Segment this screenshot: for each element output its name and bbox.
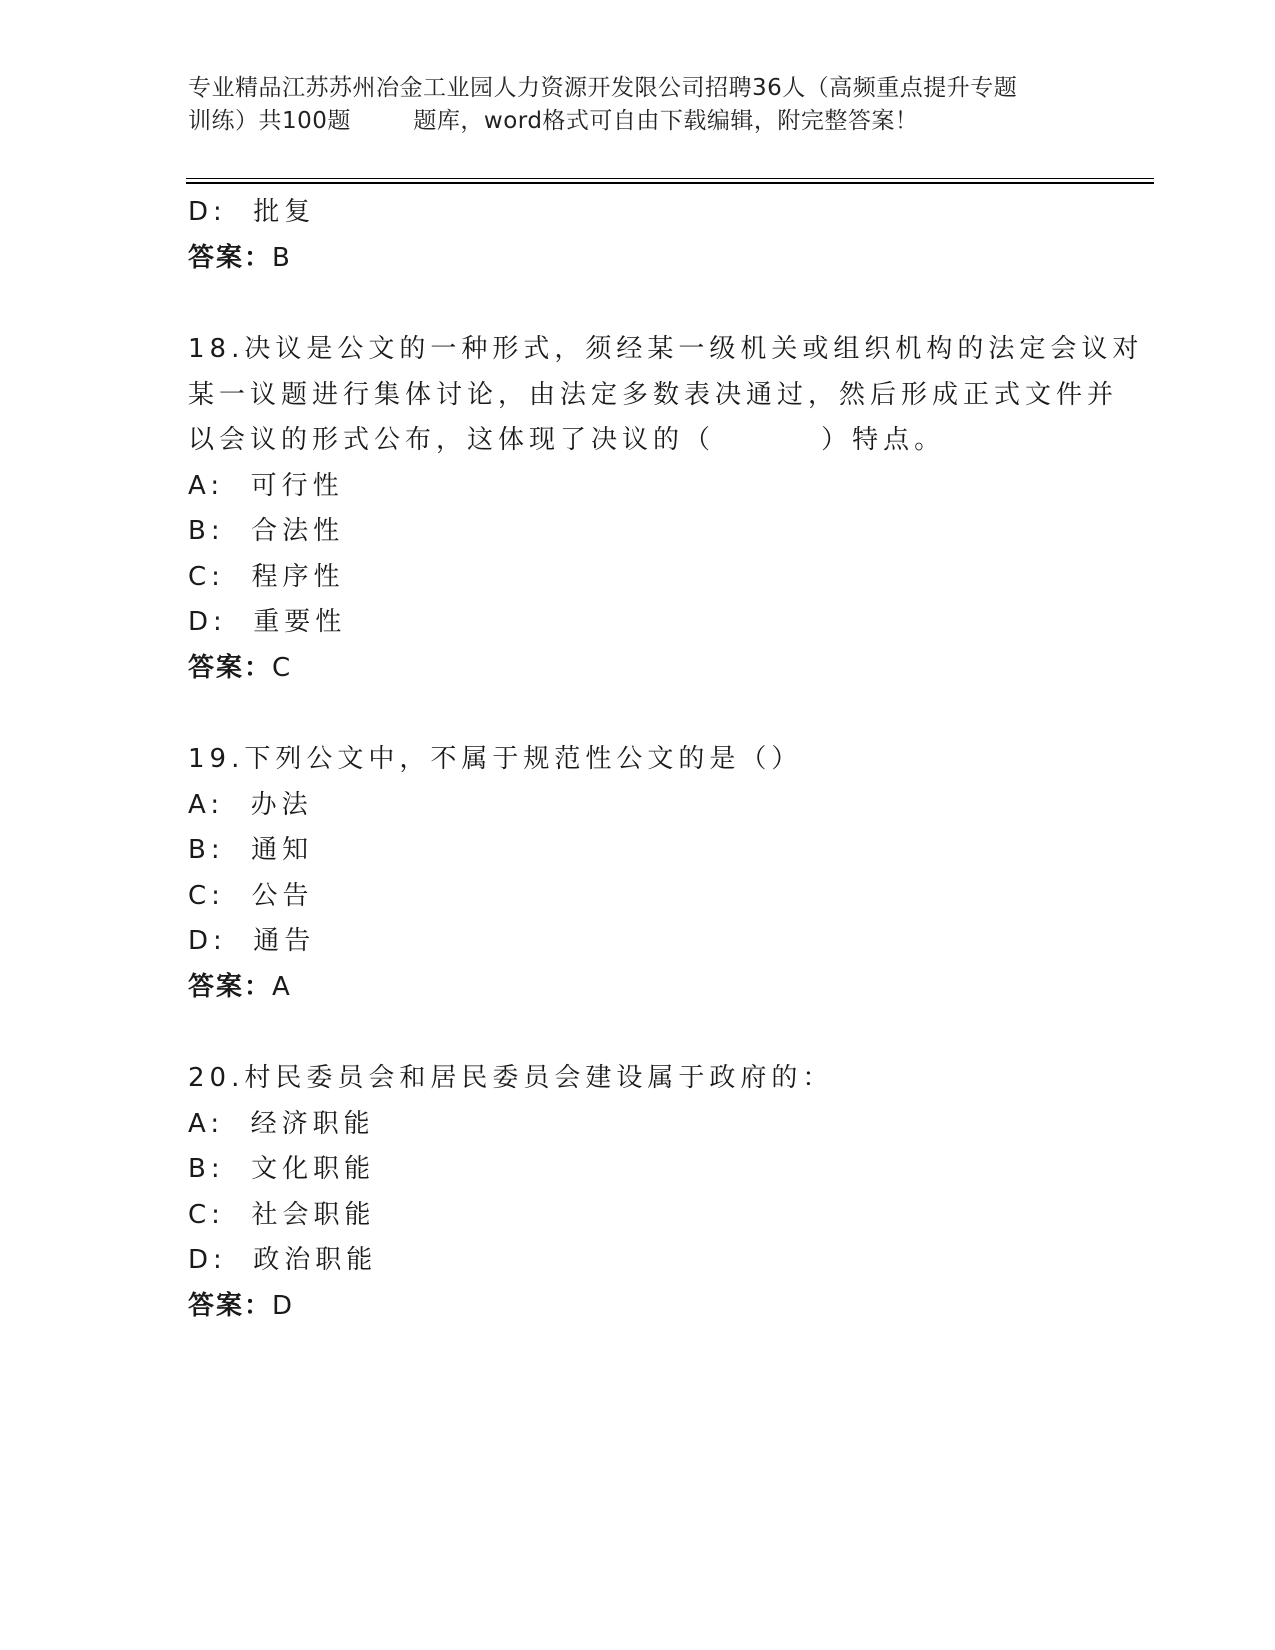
prev-option-d: D: 批复 (188, 197, 316, 227)
question-20 (188, 1056, 1088, 1329)
option-c: C: 社会职能 (188, 1199, 376, 1230)
option-b: B: 通知 (188, 835, 314, 865)
answer-label: 答案： (188, 242, 273, 273)
prev-answer (188, 236, 1088, 282)
header-line-2: 训练）共100题 题库，word格式可自由下载编辑，附完整答案！ (188, 108, 919, 134)
option-a: A: 可行性 (188, 470, 344, 501)
answer-value: A (272, 971, 292, 1002)
question-19 (188, 737, 1088, 1010)
header-line-1: 专业精品江苏苏州冶金工业园人力资源开发限公司招聘36人（高频重点提升专题 (188, 75, 1018, 101)
option-d: D: 政治职能 (188, 1245, 378, 1275)
option-c: C: 公告 (188, 880, 314, 911)
question-text-line: 18.决议是公文的一种形式，须经某一级机关或组织机构的法定会议对 (188, 334, 1144, 364)
option-d: D: 通告 (188, 926, 316, 956)
option-a: A: 办法 (188, 789, 313, 820)
option-c: C: 程序性 (188, 561, 345, 592)
answer-label: 答案： (188, 652, 273, 683)
answer (188, 965, 1088, 1011)
option-b: B: 文化职能 (188, 1154, 376, 1184)
question-text-line: 20.村民委员会和居民委员会建设属于政府的： (188, 1063, 834, 1093)
header-divider-thin (186, 178, 1154, 179)
answer (188, 1284, 1088, 1330)
question-text-line: 19.下列公文中，不属于规范性公文的是（） (188, 744, 803, 774)
answer-value: C (272, 652, 293, 683)
answer-label: 答案： (188, 1290, 273, 1321)
question-content (188, 190, 1144, 1329)
question-text-line: 以会议的形式公布，这体现了决议的（ ）特点。 (188, 425, 946, 455)
header-divider-thick (186, 182, 1154, 184)
option-d: D: 重要性 (188, 607, 347, 637)
question-18 (188, 327, 1144, 691)
answer-value: B (272, 242, 292, 273)
option-b: B: 合法性 (188, 516, 345, 546)
document-header (188, 72, 1088, 138)
answer (188, 646, 1088, 692)
question-text-line: 某一议题进行集体讨论，由法定多数表决通过，然后形成正式文件并 (188, 379, 1119, 410)
answer-label: 答案： (188, 971, 273, 1002)
answer-value: D (272, 1290, 295, 1321)
option-a: A: 经济职能 (188, 1108, 375, 1139)
